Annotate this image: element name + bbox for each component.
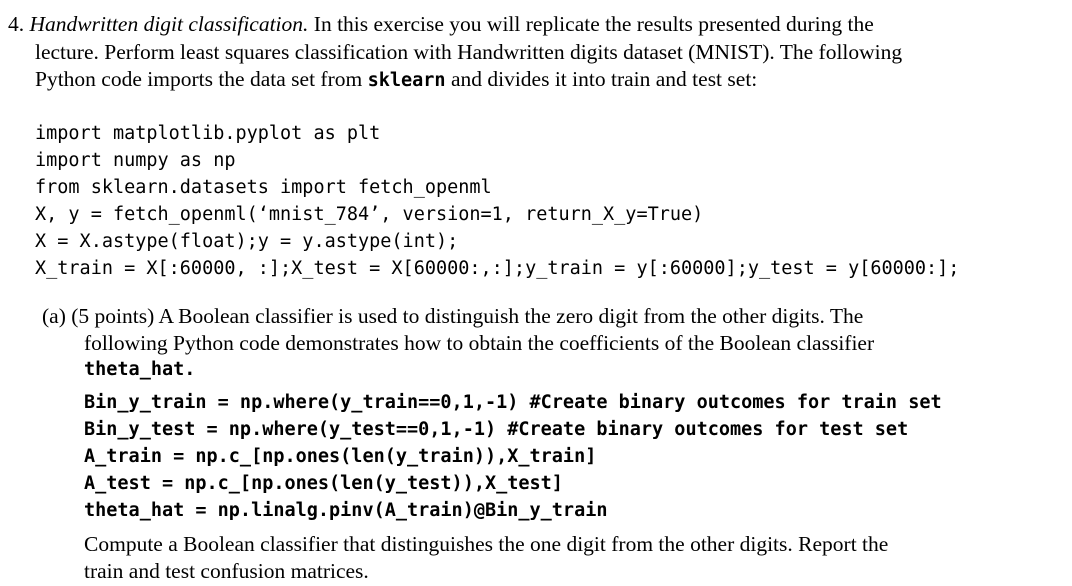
code-line: X = X.astype(float);y = y.astype(int); — [35, 231, 459, 252]
code-line: A_test = np.c_[np.ones(len(y_test)),X_test] — [84, 473, 563, 494]
code-line: X, y = fetch_openml(‘mnist_784’, version=1, return_X_y=True) — [35, 204, 704, 225]
code-line: Bin_y_train = np.where(y_train==0,1,-1) #Create binary outcomes for train set — [84, 392, 942, 413]
part-a-closing-line1: Compute a Boolean classifier that distinguishes the one digit from the other digits. Report the — [84, 532, 889, 556]
sklearn-inline-code: sklearn — [367, 70, 446, 91]
problem-intro-line1: In this exercise you will replicate the results presented during the — [308, 12, 874, 36]
code-line: import numpy as np — [35, 150, 236, 171]
intro-text-b: and divides it into train and test set: — [445, 67, 758, 91]
code-line: A_train = np.c_[np.ones(len(y_train)),X_train] — [84, 446, 597, 467]
part-a-line2: following Python code demonstrates how to obtain the coefficients of the Boolean classifier — [84, 331, 875, 355]
part-a-text: (5 points) A Boolean classifier is used to distinguish the zero digit from the other digits. The — [71, 304, 864, 328]
code-line: Bin_y_test = np.where(y_test==0,1,-1) #Create binary outcomes for test set — [84, 419, 909, 440]
problem-heading-line — [8, 14, 874, 36]
problem-intro-line3 — [35, 69, 757, 91]
problem-intro-line2: lecture. Perform least squares classification with Handwritten digits dataset (MNIST). The following — [35, 40, 903, 64]
problem-title: Handwritten digit classification. — [29, 12, 309, 36]
intro-text-a: Python code imports the data set from — [35, 67, 368, 91]
part-a-closing-line2: train and test confusion matrices. — [84, 559, 369, 583]
code-line: theta_hat = np.linalg.pinv(A_train)@Bin_y_train — [84, 500, 608, 521]
part-a-label: (a) — [42, 304, 66, 328]
code-line: import matplotlib.pyplot as plt — [35, 123, 381, 144]
code-line: X_train = X[:60000, :];X_test = X[60000:,:];y_train = y[:60000];y_test = y[60000:]; — [35, 258, 960, 279]
part-a-line1 — [42, 306, 863, 328]
code-line: from sklearn.datasets import fetch_openml — [35, 177, 492, 198]
theta-hat-inline-code: theta_hat. — [84, 359, 196, 380]
problem-number: 4. — [8, 12, 25, 36]
